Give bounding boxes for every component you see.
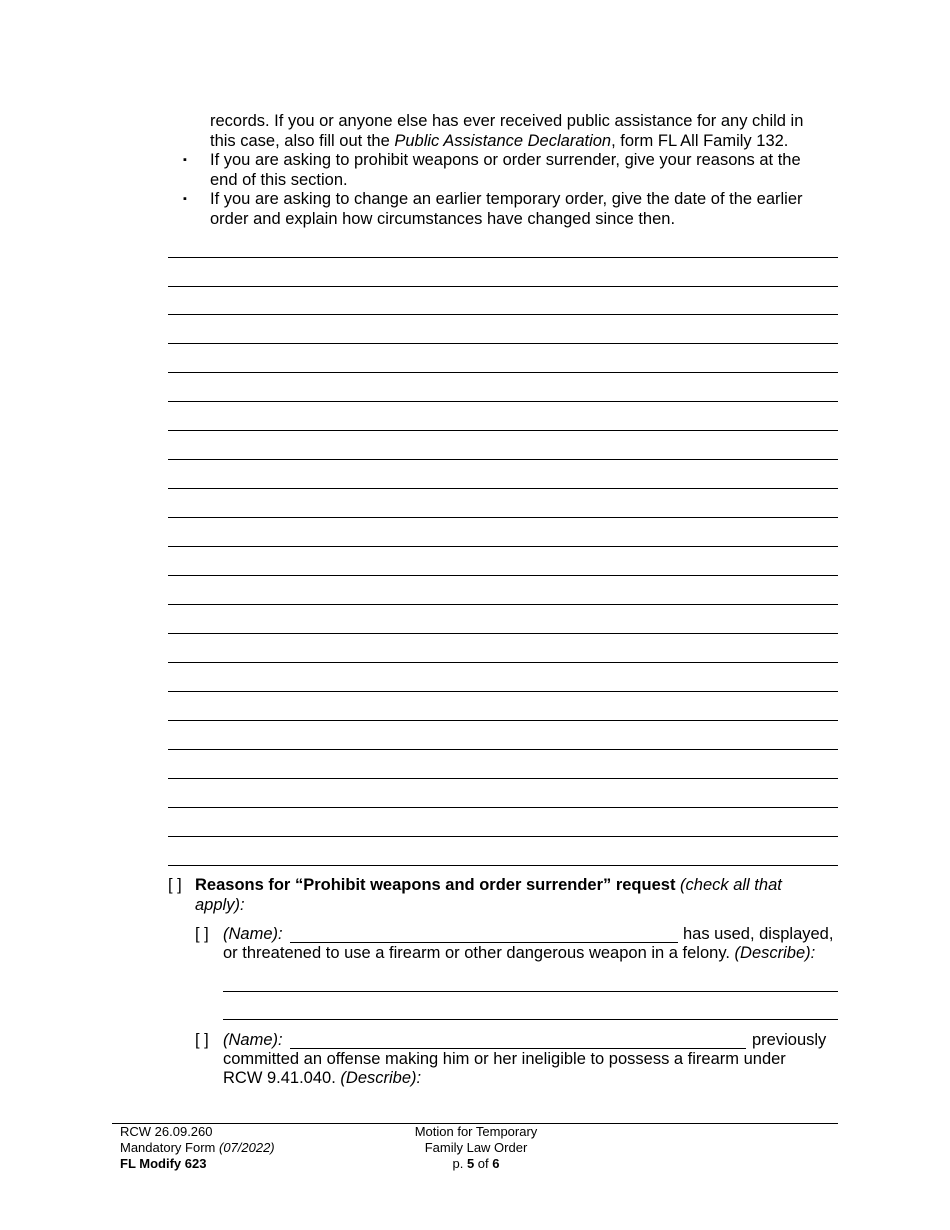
writing-line[interactable] [168,749,838,750]
reasons-title-hint-cont: apply): [195,896,245,914]
instruction-text: , form FL All Family 132. [611,132,789,150]
item2-line2: committed an offense making him or her ineligible to possess a firearm under [223,1050,786,1068]
writing-line[interactable] [168,604,838,605]
writing-line[interactable] [168,343,838,344]
writing-line[interactable] [168,778,838,779]
page-total: 6 [492,1156,500,1171]
writing-line[interactable] [168,286,838,287]
describe-label: (Describe): [734,944,816,962]
writing-line[interactable] [168,865,838,866]
reasons-title-line1 [195,876,782,896]
reasons-checkbox[interactable]: [ ] [168,876,182,894]
mandatory-label: Mandatory Form [120,1140,219,1155]
footer-page-number [376,1156,576,1172]
reasons-title: Reasons for “Prohibit weapons and order surrender” request [195,876,676,894]
writing-line[interactable] [168,488,838,489]
footer-form-id: FL Modify 623 [120,1156,207,1171]
writing-line[interactable] [168,691,838,692]
writing-line[interactable] [168,575,838,576]
name-label: (Name): [223,925,283,943]
item1-name-label [223,925,283,945]
bullet1-line2: end of this section. [210,171,348,189]
describe-label: (Describe): [340,1069,422,1087]
page-of: of [474,1156,493,1171]
bullet-icon: ▪ [183,154,187,166]
footer-left [120,1124,275,1172]
footer-title-line1: Motion for Temporary [414,1124,538,1139]
page-prefix: p. [452,1156,467,1171]
item2-name-label [223,1031,283,1051]
page-current: 5 [466,1156,475,1171]
writing-line[interactable] [168,517,838,518]
felony-weapon-checkbox[interactable]: [ ] [195,925,209,943]
ineligible-firearm-checkbox[interactable]: [ ] [195,1031,209,1049]
writing-line[interactable] [168,546,838,547]
item2-line3 [223,1069,421,1089]
writing-line[interactable] [168,459,838,460]
reasons-title-line2 [195,896,245,916]
writing-line[interactable] [168,314,838,315]
mandatory-date: (07/2022) [218,1140,275,1155]
bullet-icon: ▪ [183,193,187,205]
bullet1-line1: If you are asking to prohibit weapons or order surrender, give your reasons at the [210,151,801,169]
writing-line[interactable] [168,401,838,402]
writing-line[interactable] [168,720,838,721]
footer-title-line2: Family Law Order [424,1140,528,1155]
instruction-text: this case, also fill out the [210,132,395,150]
writing-line[interactable] [168,633,838,634]
writing-line[interactable] [168,372,838,373]
item1-describe-line[interactable] [223,1019,838,1020]
instruction-continuation-line2 [210,132,788,152]
instruction-continuation-line1: records. If you or anyone else has ever received public assistance for any child in [210,112,804,130]
item1-statement: or threatened to use a firearm or other dangerous weapon in a felony. [223,944,730,962]
writing-line[interactable] [168,662,838,663]
name-label: (Name): [223,1031,283,1049]
footer-rcw: RCW 26.09.260 [120,1124,213,1139]
item1-describe-line[interactable] [223,991,838,992]
footer-mandatory [120,1140,275,1156]
rcw-citation: RCW 9.41.040. [223,1069,336,1087]
bullet2-line2: order and explain how circumstances have changed since then. [210,210,676,228]
writing-line[interactable] [168,257,838,258]
item2-line1-post: previously [752,1031,827,1049]
item1-line1-post: has used, displayed, [683,925,834,943]
item2-name-field[interactable] [290,1048,746,1049]
item1-line2 [223,944,815,964]
public-assistance-form-name: Public Assistance Declaration [394,132,612,150]
reasons-title-hint: (check all that [680,876,782,894]
writing-line[interactable] [168,430,838,431]
writing-line[interactable] [168,836,838,837]
writing-line[interactable] [168,807,838,808]
item1-name-field[interactable] [290,942,678,943]
bullet2-line1: If you are asking to change an earlier temporary order, give the date of the earlier [210,190,803,208]
footer-center [376,1124,576,1172]
